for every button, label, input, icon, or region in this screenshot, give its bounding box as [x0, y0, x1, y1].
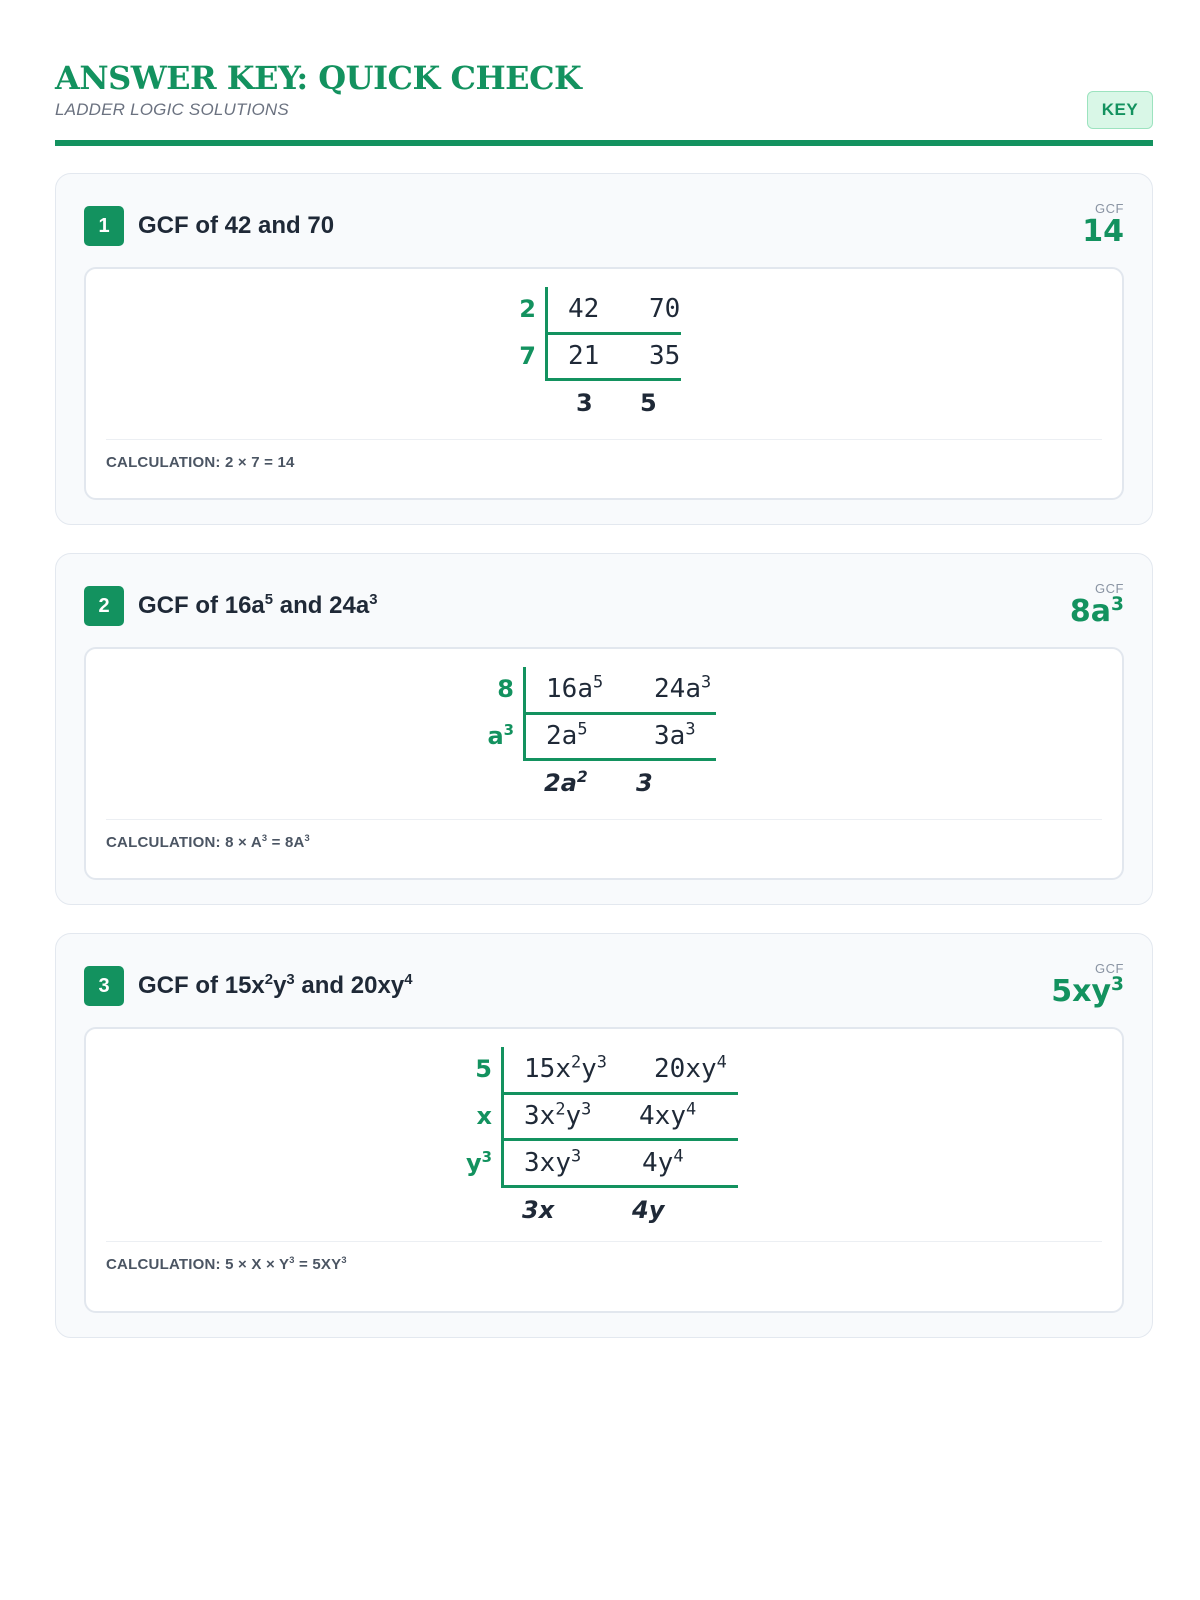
problem-card-1: [55, 173, 1153, 525]
problem-number-badge: 3: [84, 966, 124, 1006]
page-title: ANSWER KEY: QUICK CHECK: [55, 59, 582, 97]
ladder-work-area: [84, 267, 1124, 500]
problem-header: [84, 586, 377, 626]
ladder-horizontal-line: [545, 378, 681, 381]
ladder-quotient: $2a^2$: [544, 768, 588, 797]
gcf-result: [1082, 202, 1124, 248]
ladder-cell: $4xy^4$: [639, 1098, 697, 1131]
ladder-cell: $16a^5$: [546, 671, 604, 704]
ladder-cell: $4y^4$: [642, 1145, 684, 1178]
ladder-quotient: 5: [640, 389, 657, 417]
gcf-value: $8a^3$: [1069, 594, 1124, 629]
divisor: $a^3$: [487, 721, 514, 750]
ladder-work-area: [84, 647, 1124, 880]
ladder-work-area: [84, 1027, 1124, 1313]
gcf-label: GCF: [1095, 201, 1124, 216]
gcf-result: [1051, 962, 1124, 1008]
ladder-vertical-line: [501, 1047, 504, 1188]
ladder-cell: $2a^5$: [546, 718, 588, 751]
gcf-value: 14: [1082, 214, 1124, 249]
ladder-quotient: 4y: [632, 1196, 665, 1224]
ladder-quotient: 3x: [522, 1196, 555, 1224]
key-badge: KEY: [1087, 91, 1153, 129]
ladder-quotient: 3: [636, 769, 653, 797]
divisor: x: [476, 1102, 492, 1130]
divisor: 2: [519, 295, 536, 323]
ladder-cell: 21: [568, 341, 600, 371]
problem-title: GCF of $16a^5$ and $24a^3$: [138, 592, 378, 619]
divisor: 8: [497, 675, 514, 703]
divisor: $y^3$: [465, 1148, 492, 1177]
problem-number-badge: 2: [84, 586, 124, 626]
ladder-cell: $15x^2y^3$: [524, 1051, 607, 1084]
divisor: 7: [519, 342, 536, 370]
ladder-cell: $24a^3$: [654, 671, 712, 704]
calculation-text: CALCULATION: $5 \times X \times Y^3 = 5XY^3$: [106, 1255, 347, 1273]
ladder-cell: $3xy^3$: [524, 1145, 582, 1178]
ladder-cell: $20xy^4$: [654, 1051, 727, 1084]
problem-card-2: [55, 553, 1153, 905]
divisor: 5: [475, 1055, 492, 1083]
ladder-cell: 42: [568, 294, 600, 324]
ladder-cell: $3a^3$: [654, 718, 696, 751]
problem-title: GCF of $15x^2y^3$ and $20xy^4$: [138, 972, 413, 999]
page-subtitle: LADDER LOGIC SOLUTIONS: [55, 100, 289, 119]
ladder-cell: $3x^2y^3$: [524, 1098, 592, 1131]
problem-header: [84, 966, 412, 1006]
divider: [106, 819, 1102, 820]
problem-number-badge: 1: [84, 206, 124, 246]
problem-card-3: [55, 933, 1153, 1338]
ladder-cell: 35: [649, 341, 681, 371]
gcf-value: $5xy^3$: [1051, 974, 1124, 1009]
problem-header: [84, 206, 334, 246]
divider: [106, 439, 1102, 440]
ladder-cell: 70: [649, 294, 681, 324]
page-header: [55, 58, 1153, 146]
calculation-text: CALCULATION: $8 \times A^3 = 8A^3$: [106, 833, 310, 851]
gcf-result: [1070, 582, 1124, 628]
divider: [106, 1241, 1102, 1242]
ladder-quotient: 3: [576, 389, 593, 417]
gcf-label: GCF: [1095, 961, 1124, 976]
gcf-label: GCF: [1095, 581, 1124, 596]
problem-title: GCF of 42 and 70: [138, 212, 335, 239]
calculation-text: CALCULATION: 2 × 7 = 14: [106, 454, 295, 471]
